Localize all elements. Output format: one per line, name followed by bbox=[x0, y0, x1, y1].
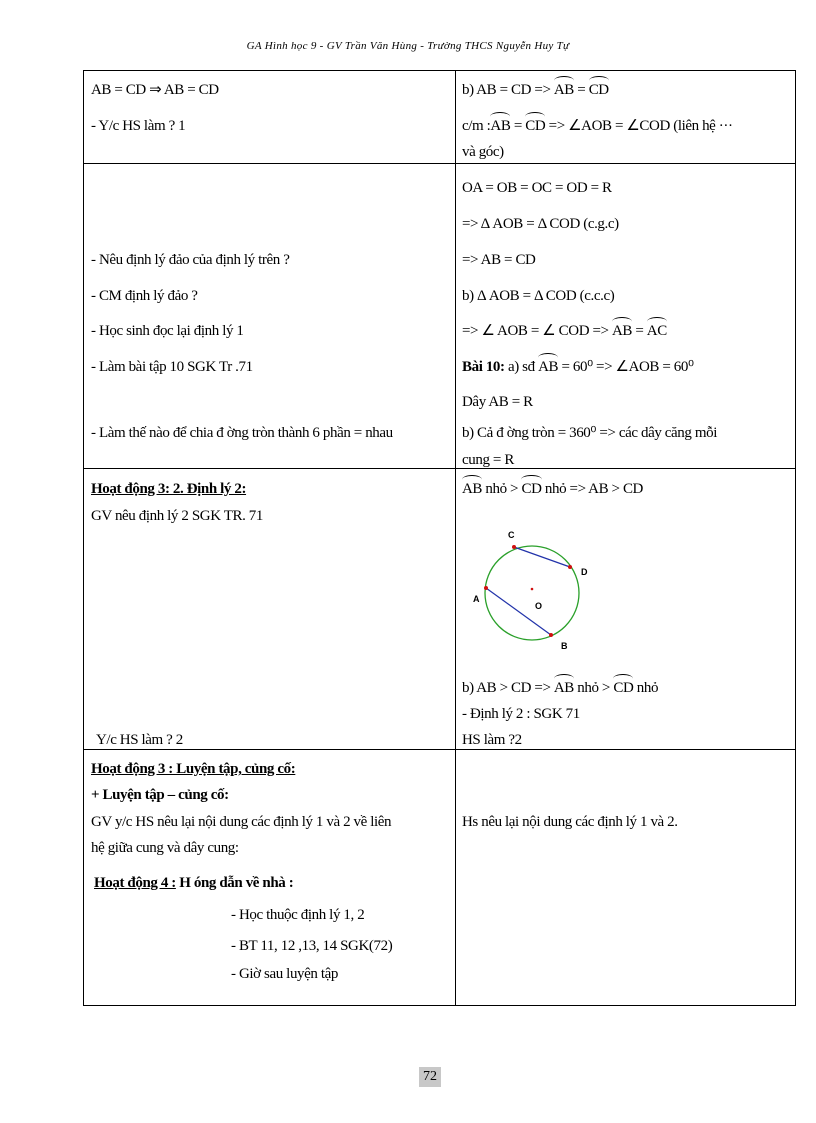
row-divider-2 bbox=[84, 468, 795, 469]
circle-figure bbox=[469, 526, 599, 661]
row-divider-1 bbox=[84, 163, 795, 164]
lesson-table bbox=[83, 70, 796, 1006]
row2-left-line4: - Làm bài tập 10 SGK Tr .71 bbox=[91, 359, 253, 375]
row3-right-line4: HS làm ?2 bbox=[462, 732, 522, 748]
row1-right-line3: và góc) bbox=[462, 144, 504, 160]
page-number: 72 bbox=[419, 1067, 441, 1087]
row2-right-line1: OA = OB = OC = OD = R bbox=[462, 180, 612, 196]
homework-item-2: - BT 11, 12 ,13, 14 SGK(72) bbox=[231, 938, 393, 954]
label-b: B bbox=[561, 641, 568, 651]
row2-left-line3: - Học sinh đọc lại định lý 1 bbox=[91, 323, 244, 339]
row2-left-line1: - Nêu định lý đảo của định lý trên ? bbox=[91, 252, 290, 268]
row4-title: Hoạt động 3 : Luyện tập, củng cố: bbox=[91, 761, 296, 777]
row4-text1: GV y/c HS nêu lại nội dung các định lý 1 và 2 về liên bbox=[91, 814, 392, 830]
row2-left-line2: - CM định lý đảo ? bbox=[91, 288, 198, 304]
label-o: O bbox=[535, 601, 543, 611]
point-b bbox=[549, 633, 553, 637]
homework-item-3: - Giờ sau luyện tập bbox=[231, 966, 338, 982]
row3-left-line: GV nêu định lý 2 SGK TR. 71 bbox=[91, 508, 263, 524]
page-header: GA Hình học 9 - GV Trần Văn Hùng - Trường THCS Nguyễn Huy Tự bbox=[246, 40, 570, 52]
point-a bbox=[484, 586, 488, 590]
homework-item-1: - Học thuộc định lý 1, 2 bbox=[231, 907, 365, 923]
row3-right-line1: AB nhỏ > CD nhỏ => AB > CD bbox=[462, 481, 643, 497]
label-a: A bbox=[473, 594, 480, 604]
row2-right-line3: => AB = CD bbox=[462, 252, 536, 268]
point-d bbox=[568, 565, 572, 569]
row4-text2: hệ giữa cung và dây cung: bbox=[91, 840, 239, 856]
row4-title2: Hoạt động 4 : H óng dẫn về nhà : bbox=[94, 875, 294, 891]
circle-outline bbox=[485, 546, 579, 640]
row2-right-line9: cung = R bbox=[462, 452, 514, 468]
row2-right-line7: Dây AB = R bbox=[462, 394, 533, 410]
row1-right-line1: b) AB = CD => AB = CD bbox=[462, 82, 609, 98]
row1-left-line1: AB = CD ⇒ AB = CD bbox=[91, 82, 219, 98]
row3-title: Hoạt động 3: 2. Định lý 2: bbox=[91, 481, 247, 497]
row2-right-line4: b) Δ AOB = Δ COD (c.c.c) bbox=[462, 288, 615, 304]
row4-subtitle: + Luyện tập – củng cố: bbox=[91, 787, 229, 803]
row4-right-text: Hs nêu lại nội dung các định lý 1 và 2. bbox=[462, 814, 678, 830]
label-c: C bbox=[508, 530, 515, 540]
row3-right-line3: - Định lý 2 : SGK 71 bbox=[462, 706, 580, 722]
row1-left-line2: - Y/c HS làm ? 1 bbox=[91, 118, 186, 134]
row3-left-bottom: Y/c HS làm ? 2 bbox=[96, 732, 183, 748]
row3-right-line2: b) AB > CD => AB nhỏ > CD nhỏ bbox=[462, 680, 659, 696]
column-divider bbox=[455, 71, 456, 1005]
point-o bbox=[531, 588, 534, 591]
row2-right-line2: => Δ AOB = Δ COD (c.g.c) bbox=[462, 216, 619, 232]
row1-right-line2: c/m :AB = CD => ∠AOB = ∠COD (liên hệ ··· bbox=[462, 118, 733, 134]
row2-left-line5: - Làm thế nào để chia đ ờng tròn thành 6 phần = nhau bbox=[91, 425, 393, 441]
point-c bbox=[512, 545, 516, 549]
chord-ab bbox=[486, 588, 551, 635]
row2-right-line6: Bài 10: a) sđ AB = 60⁰ => ∠AOB = 60⁰ bbox=[462, 359, 694, 375]
label-d: D bbox=[581, 567, 588, 577]
row2-right-line8: b) Cả đ ờng tròn = 360⁰ => các dây căng mỗi bbox=[462, 425, 717, 441]
row2-right-line5: => ∠ AOB = ∠ COD => AB = AC bbox=[462, 323, 667, 339]
row-divider-3 bbox=[84, 749, 795, 750]
